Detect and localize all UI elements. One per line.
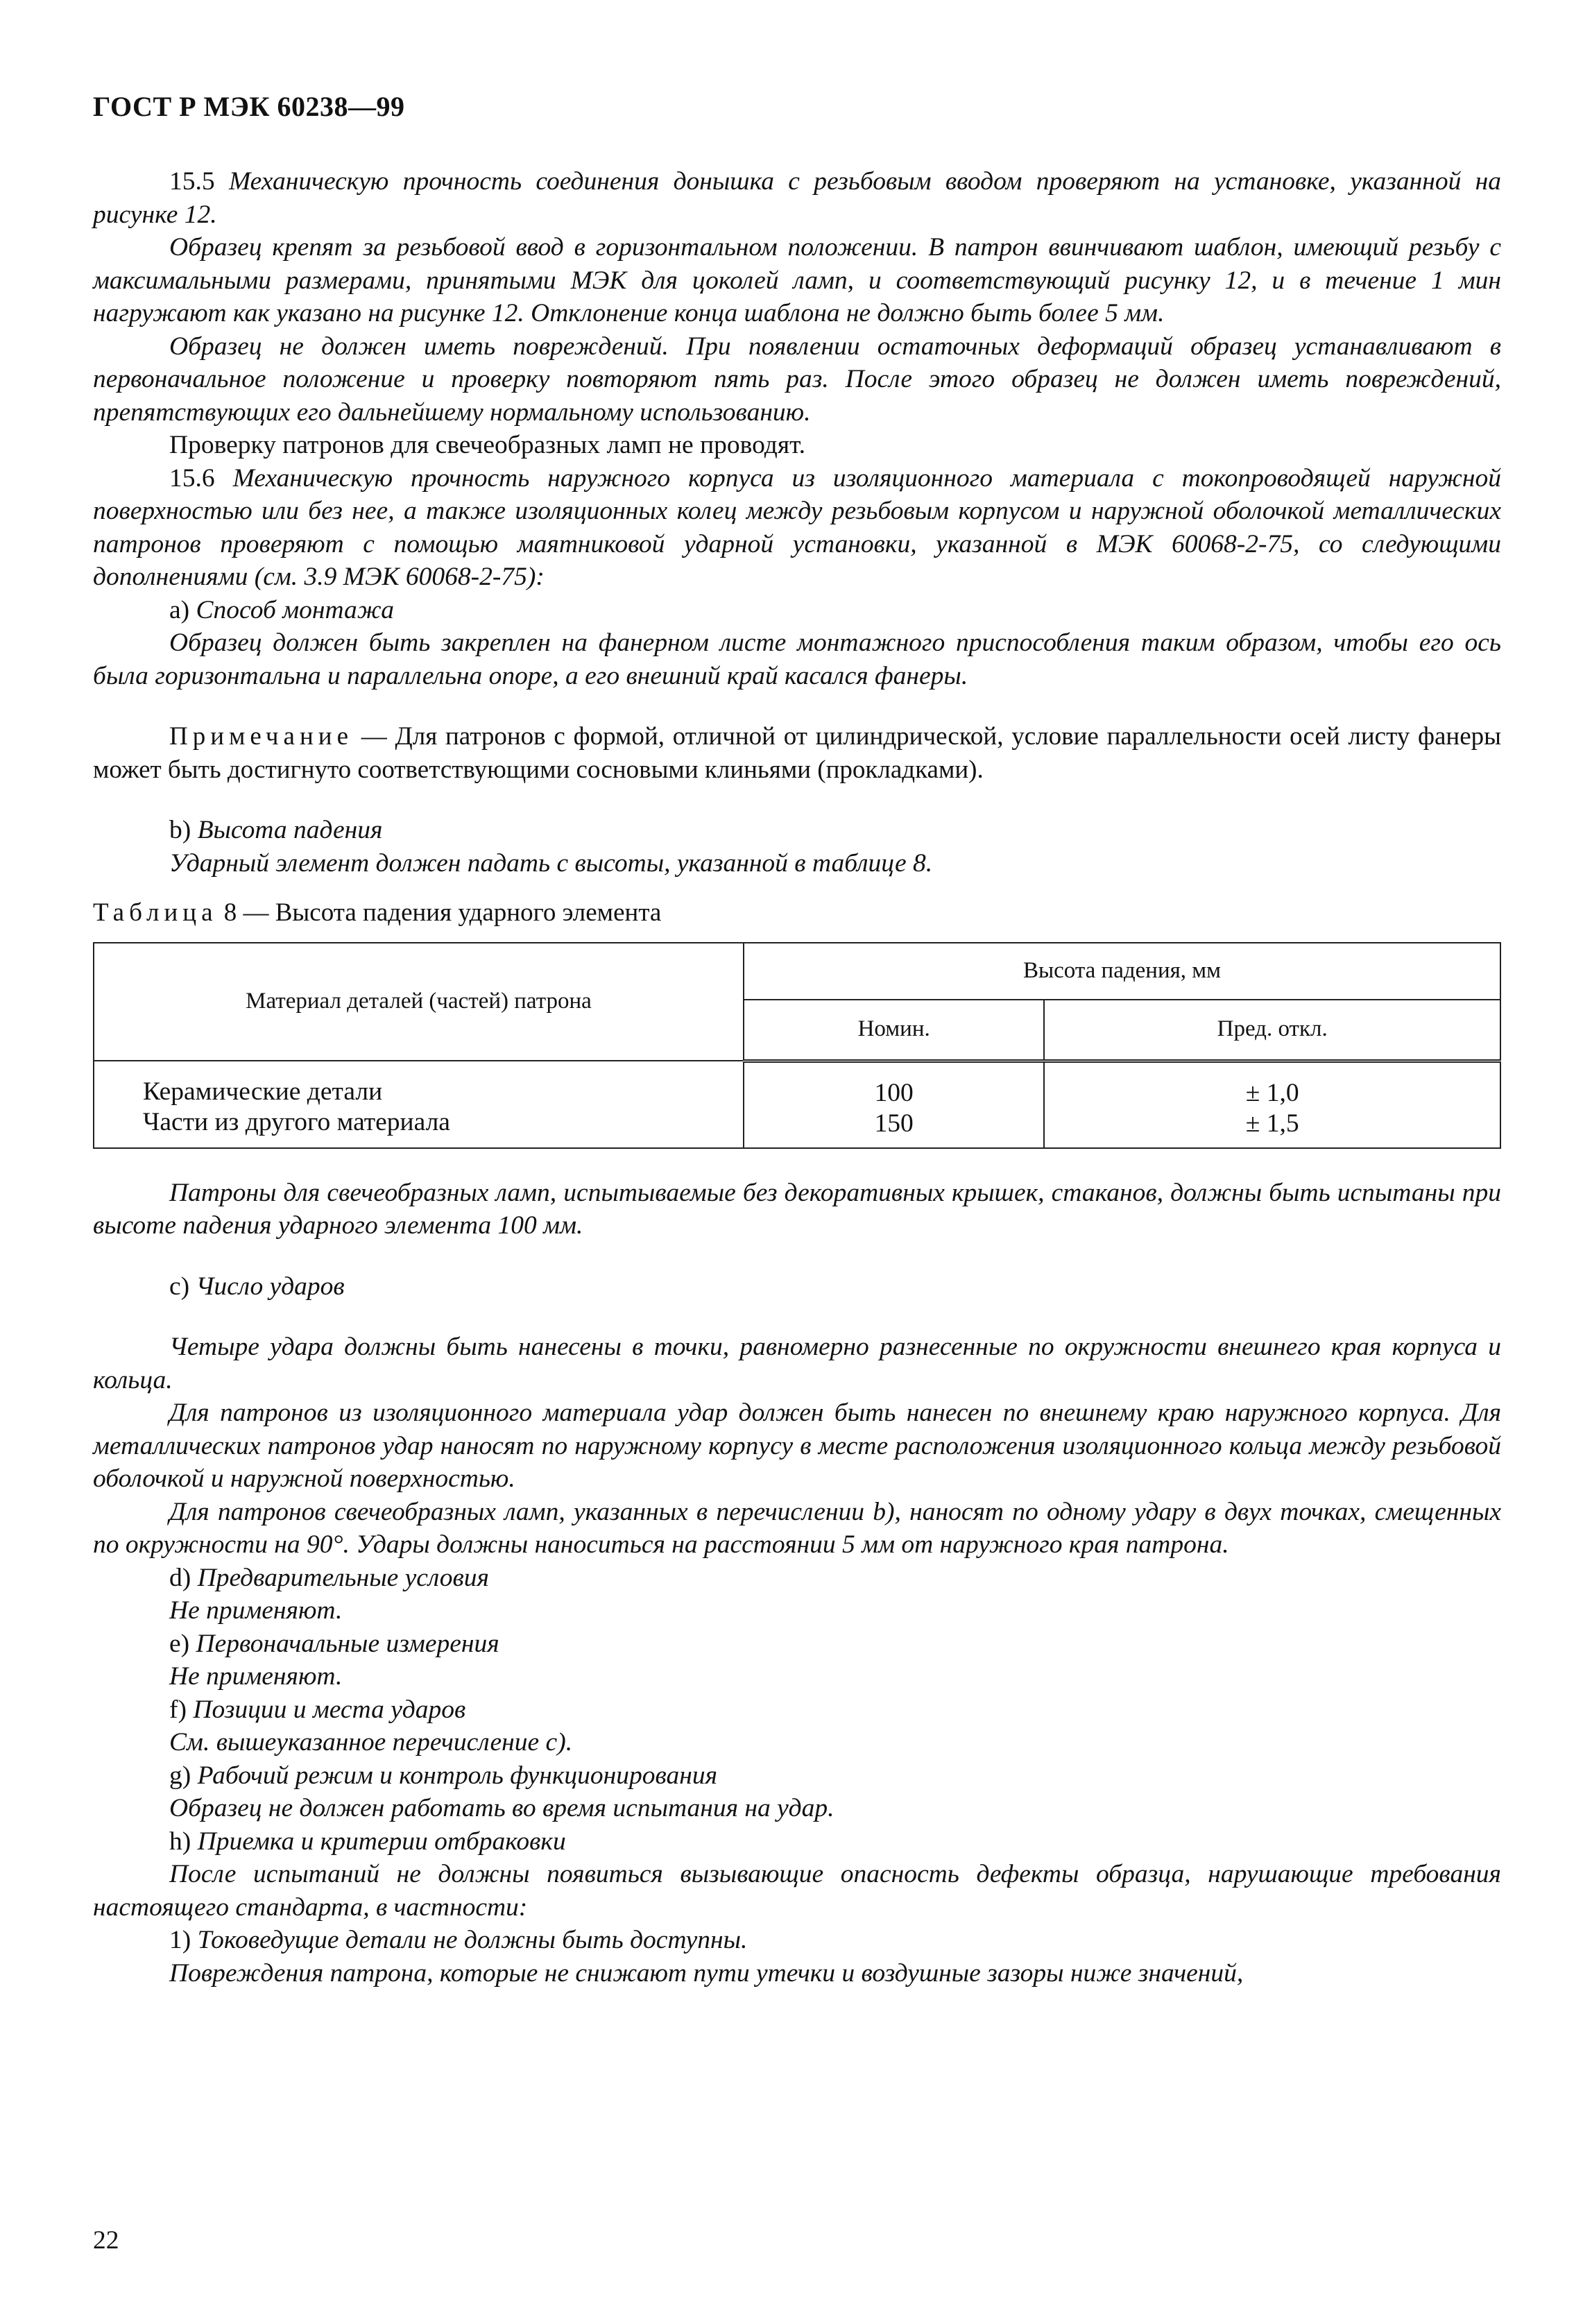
paragraph: Не применяют. [169,1596,343,1625]
list-label: b) [169,816,191,844]
paragraph-15-5 [93,165,1501,231]
spacer [93,1303,1501,1331]
list-title: Токоведущие детали не должны быть доступны. [197,1926,748,1954]
spacer [93,1242,1501,1270]
table-header-material: Материал деталей (частей) патрона [94,943,744,1061]
table-cell-material [94,1061,744,1148]
cell-line: Части из другого материала [143,1108,450,1136]
table-caption-label: Таблица [93,898,218,927]
list-item-1 [93,1924,1501,1957]
list-title: Рабочий режим и контроль функционирования [197,1761,718,1790]
note-text: — Для патронов с формой, отличной от цилиндрической, условие параллельности осей листу фанеры может быть достигнуто соответствующими сосновыми клиньями (прокладками). [93,722,1501,784]
list-item-g [93,1759,1501,1793]
list-item-b [93,814,1501,847]
page-number: 22 [93,2226,119,2255]
list-label: с) [169,1272,190,1301]
cell-line: 150 [874,1109,914,1138]
paragraph: Проверку патронов для свечеобразных ламп не проводят. [169,431,806,459]
note [93,720,1501,786]
cell-line: ± 1,0 [1245,1078,1299,1107]
paragraph: Образец не должен иметь повреждений. При появлении остаточных деформаций образец устанавливают в первоначальное положение и проверку повторяют пять раз. После этого образец не должен иметь повреждений, препятствующих его дальнейшему нормальному использованию. [93,332,1501,427]
cell-line: 100 [874,1078,914,1107]
document-header: ГОСТ Р МЭК 60238—99 [93,91,405,122]
list-label: е) [169,1629,190,1658]
list-title: Позиции и места ударов [193,1695,466,1724]
table-header-nominal: Номин. [744,1000,1044,1061]
paragraph: После испытаний не должны появиться вызывающие опасность дефекты образца, нарушающие требования настоящего стандарта, в частности: [93,1860,1501,1922]
document-body [93,165,1501,1990]
table-cell-tolerance [1044,1061,1500,1148]
paragraph: Патроны для свечеобразных ламп, испытываемые без декоративных крышек, стаканов, должны быть испытаны при высоте падения ударного элемента 100 мм. [93,1178,1501,1240]
list-label: h) [169,1827,191,1856]
list-item-d [93,1562,1501,1595]
table-caption [93,896,1501,930]
paragraph: Образец не должен работать во время испытания на удар. [169,1794,834,1822]
spacer [93,692,1501,720]
list-label: 1) [169,1926,191,1954]
paragraph-15-6 [93,462,1501,594]
paragraph-text: Механическую прочность соединения донышка с резьбовым вводом проверяют на установке, указанной на рисунке 12. [93,167,1502,229]
table-8 [93,942,1501,1149]
list-item-c [93,1270,1501,1304]
list-title: Число ударов [196,1272,345,1301]
list-title: Предварительные условия [197,1563,489,1592]
paragraph-text: Механическую прочность наружного корпуса из изоляционного материала с токопроводящей наружной поверхностью или без нее, а также изоляционных колец между резьбовым корпусом и наружной оболочкой металлических патронов проверяют с помощью маятниковой ударной установки, указанной в МЭК 60068-2-75, со следующими дополнениями (см. 3.9 МЭК 60068-2-75): [93,463,1501,591]
table-header-height: Высота падения, мм [744,943,1500,1000]
paragraph: Повреждения патрона, которые не снижают пути утечки и воздушные зазоры ниже значений, [169,1958,1244,1988]
spacer [93,786,1501,814]
list-title: Первоначальные измерения [196,1629,499,1658]
paragraph: Для патронов свечеобразных ламп, указанных в перечислении b), наносят по одному удару в двух точках, смещенных по окружности на 90°. Удары должны наноситься на расстоянии 5 мм от наружного края патрона. [93,1497,1501,1559]
list-item-h [93,1825,1501,1859]
paragraph: Четыре удара должны быть нанесены в точки, равномерно разнесенные по окружности внешнего края корпуса и кольца. [93,1333,1501,1394]
section-number: 15.6 [169,463,215,493]
section-number: 15.5 [169,167,215,196]
list-label: f) [169,1695,187,1724]
list-label: g) [169,1761,191,1790]
list-title: Приемка и критерии отбраковки [197,1827,566,1856]
table-caption-text: 8 — Высота падения ударного элемента [217,898,662,927]
paragraph: См. вышеуказанное перечисление с). [169,1728,573,1757]
paragraph: Не применяют. [169,1662,343,1691]
list-title: Высота падения [197,816,383,844]
paragraph: Ударный элемент должен падать с высоты, указанной в таблице 8. [169,848,933,878]
paragraph: Образец должен быть закреплен на фанерном листе монтажного приспособления таким образом, чтобы его ось была горизонтальна и параллельна опоре, а его внешний край касался фанеры. [93,629,1501,690]
list-title: Способ монтажа [196,595,394,624]
cell-line: Керамические детали [143,1077,383,1106]
list-item-f [93,1693,1501,1727]
table-cell-nominal [744,1061,1044,1148]
list-label: а) [169,595,190,624]
paragraph: Для патронов из изоляционного материала удар должен быть нанесен по внешнему краю наружного корпуса. Для металлических патронов удар наносят по наружному корпусу в месте расположения изоляционного кольца между резьбовой оболочкой и наружной поверхностью. [93,1399,1501,1493]
list-item-e [93,1627,1501,1661]
table-row [94,1061,1500,1148]
spacer [93,1149,1501,1177]
note-label: Примечание [169,722,353,751]
list-item-a [93,594,1501,627]
paragraph: Образец крепят за резьбовой ввод в горизонтальном положении. В патрон ввинчивают шаблон, имеющий резьбу с максимальными размерами, принятыми МЭК для цоколей ламп, и соответствующий рисунку 12, и в течение 1 мин нагружают как указано на рисунке 12. Отклонение конца шаблона не должно быть более 5 мм. [93,233,1501,327]
table-header-tolerance: Пред. откл. [1044,1000,1500,1061]
cell-line: ± 1,5 [1245,1109,1299,1138]
list-label: d) [169,1563,191,1592]
